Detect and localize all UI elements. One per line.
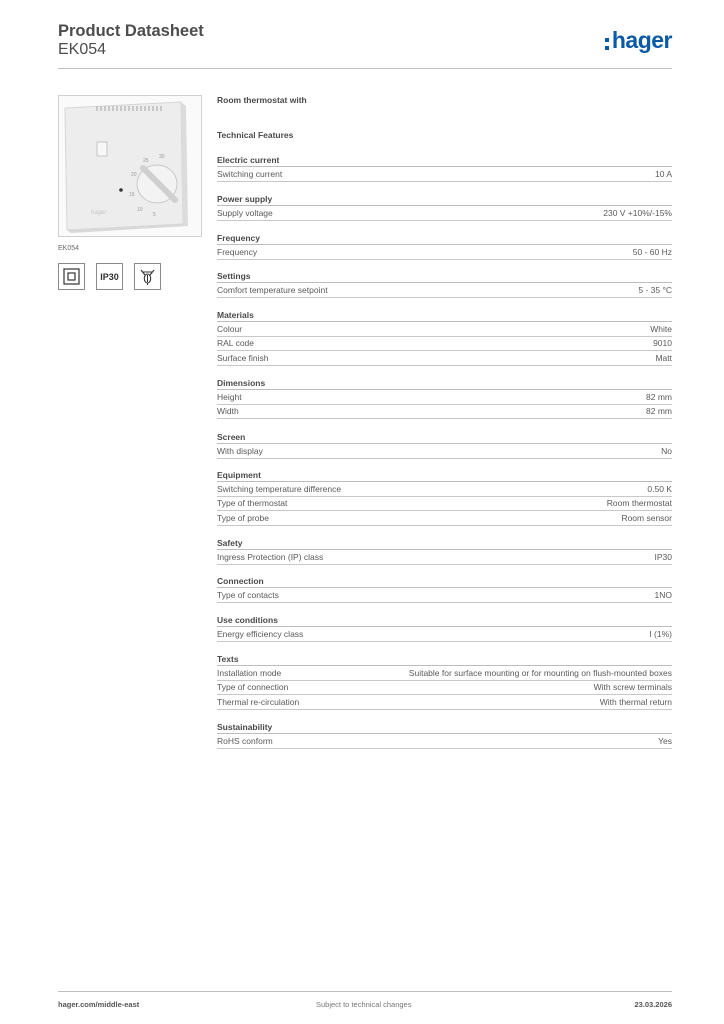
- spec-label: Type of thermostat: [217, 498, 288, 509]
- spec-label: Frequency: [217, 246, 258, 257]
- spec-row: [217, 245, 672, 260]
- footer-date: 23.03.2026: [634, 1000, 672, 1009]
- spec-value: 5 - 35 °C: [638, 284, 672, 295]
- section-settings: [217, 271, 672, 298]
- section-screen: [217, 432, 672, 459]
- spec-row: [217, 511, 672, 526]
- spec-label: Energy efficiency class: [217, 628, 304, 639]
- spec-label: Supply voltage: [217, 207, 273, 218]
- spec-label: Type of contacts: [217, 589, 279, 600]
- spec-value: 82 mm: [646, 406, 672, 417]
- svg-text:15: 15: [129, 192, 135, 198]
- spec-row: [217, 497, 672, 512]
- page-title: Product Datasheet: [58, 22, 204, 40]
- section-title: Screen: [217, 432, 672, 444]
- section-title: Power supply: [217, 194, 672, 206]
- section-title: Connection: [217, 576, 672, 588]
- photo-caption: EK054: [58, 245, 80, 252]
- spec-row: [217, 482, 672, 497]
- spec-label: With display: [217, 445, 263, 456]
- spec-label: Colour: [217, 323, 243, 334]
- section-texts: [217, 654, 672, 710]
- spec-row: [217, 322, 672, 337]
- spec-value: 9010: [653, 338, 672, 349]
- svg-text:20: 20: [131, 172, 137, 178]
- spec-row: [217, 734, 672, 749]
- product-description: Room thermostat with: [217, 95, 307, 105]
- spec-row: [217, 588, 672, 603]
- thermostat-symbol-icon: [134, 263, 161, 290]
- spec-label: Switching current: [217, 168, 283, 179]
- spec-label: Width: [217, 406, 239, 417]
- spec-row: [217, 627, 672, 642]
- section-use-conditions: [217, 615, 672, 642]
- spec-label: Surface finish: [217, 352, 269, 363]
- svg-text:30: 30: [159, 154, 165, 160]
- spec-value: 82 mm: [646, 391, 672, 402]
- section-equipment: [217, 470, 672, 526]
- spec-row: [217, 695, 672, 710]
- spec-value: IP30: [654, 551, 672, 562]
- hager-logo: [605, 28, 672, 54]
- footer-website-link[interactable]: hager.com/middle-east: [58, 1000, 140, 1009]
- spec-row: [217, 337, 672, 352]
- spec-label: Height: [217, 391, 242, 402]
- section-frequency: [217, 233, 672, 260]
- section-connection: [217, 576, 672, 603]
- spec-value: 230 V +10%/-15%: [603, 207, 672, 218]
- section-title: Electric current: [217, 155, 672, 167]
- section-title: Materials: [217, 310, 672, 322]
- spec-value: Suitable for surface mounting or for mounting on flush-mounted boxes: [408, 667, 672, 678]
- spec-row: [217, 167, 672, 182]
- spec-row: [217, 283, 672, 298]
- spec-label: Type of probe: [217, 512, 269, 523]
- section-title: Equipment: [217, 470, 672, 482]
- spec-value: 1NO: [654, 589, 672, 600]
- spec-value: With thermal return: [599, 696, 672, 707]
- spec-row: [217, 405, 672, 420]
- spec-value: Matt: [655, 352, 672, 363]
- section-dimensions: [217, 378, 672, 419]
- section-title: Frequency: [217, 233, 672, 245]
- section-sustainability: [217, 722, 672, 749]
- product-photo: [58, 95, 202, 237]
- spec-value: 10 A: [654, 168, 672, 179]
- page-header: [58, 22, 672, 69]
- spec-label: Thermal re-circulation: [217, 696, 300, 707]
- spec-value: Room sensor: [621, 512, 672, 523]
- section-safety: [217, 538, 672, 565]
- spec-label: RAL code: [217, 338, 255, 349]
- spec-row: [217, 351, 672, 366]
- footer-notice: Subject to technical changes: [316, 1000, 412, 1009]
- spec-value: Yes: [658, 735, 672, 746]
- spec-label: RoHS conform: [217, 735, 273, 746]
- spec-label: Switching temperature difference: [217, 483, 342, 494]
- section-title: Settings: [217, 271, 672, 283]
- spec-value: 0.50 K: [647, 483, 672, 494]
- double-insulation-icon: [58, 263, 85, 290]
- spec-label: Installation mode: [217, 667, 282, 678]
- spec-value: With screw terminals: [593, 682, 672, 693]
- page-footer: [58, 991, 672, 1011]
- spec-label: Comfort temperature setpoint: [217, 284, 328, 295]
- spec-value: No: [661, 445, 672, 456]
- svg-text:25: 25: [143, 158, 149, 164]
- section-title: Safety: [217, 538, 672, 550]
- ip-label: IP30: [100, 271, 119, 282]
- section-materials: [217, 310, 672, 366]
- spec-row: [217, 390, 672, 405]
- spec-label: Ingress Protection (IP) class: [217, 551, 324, 562]
- section-title: Texts: [217, 654, 672, 666]
- spec-label: Type of connection: [217, 682, 289, 693]
- thermostat-image: [59, 96, 202, 237]
- section-title: Dimensions: [217, 378, 672, 390]
- logo-text: hager: [611, 27, 672, 53]
- spec-row: [217, 666, 672, 681]
- spec-row: [217, 550, 672, 565]
- section-title: Sustainability: [217, 722, 672, 734]
- spec-value: White: [650, 323, 672, 334]
- product-code: EK054: [58, 41, 107, 58]
- spec-row: [217, 681, 672, 696]
- spec-value: Room thermostat: [606, 498, 672, 509]
- section-power-supply: [217, 194, 672, 221]
- section-title: Use conditions: [217, 615, 672, 627]
- spec-value: I (1%): [649, 628, 672, 639]
- svg-text:10: 10: [137, 207, 143, 213]
- logo-colon-icon: [605, 38, 609, 50]
- technical-features-title: Technical Features: [217, 130, 294, 140]
- ip30-icon: [96, 263, 123, 290]
- spec-value: 50 - 60 Hz: [632, 246, 672, 257]
- spec-row: [217, 444, 672, 459]
- svg-text:hager: hager: [91, 210, 107, 216]
- svg-text:5: 5: [153, 212, 156, 218]
- spec-row: [217, 206, 672, 221]
- section-electric-current: [217, 155, 672, 182]
